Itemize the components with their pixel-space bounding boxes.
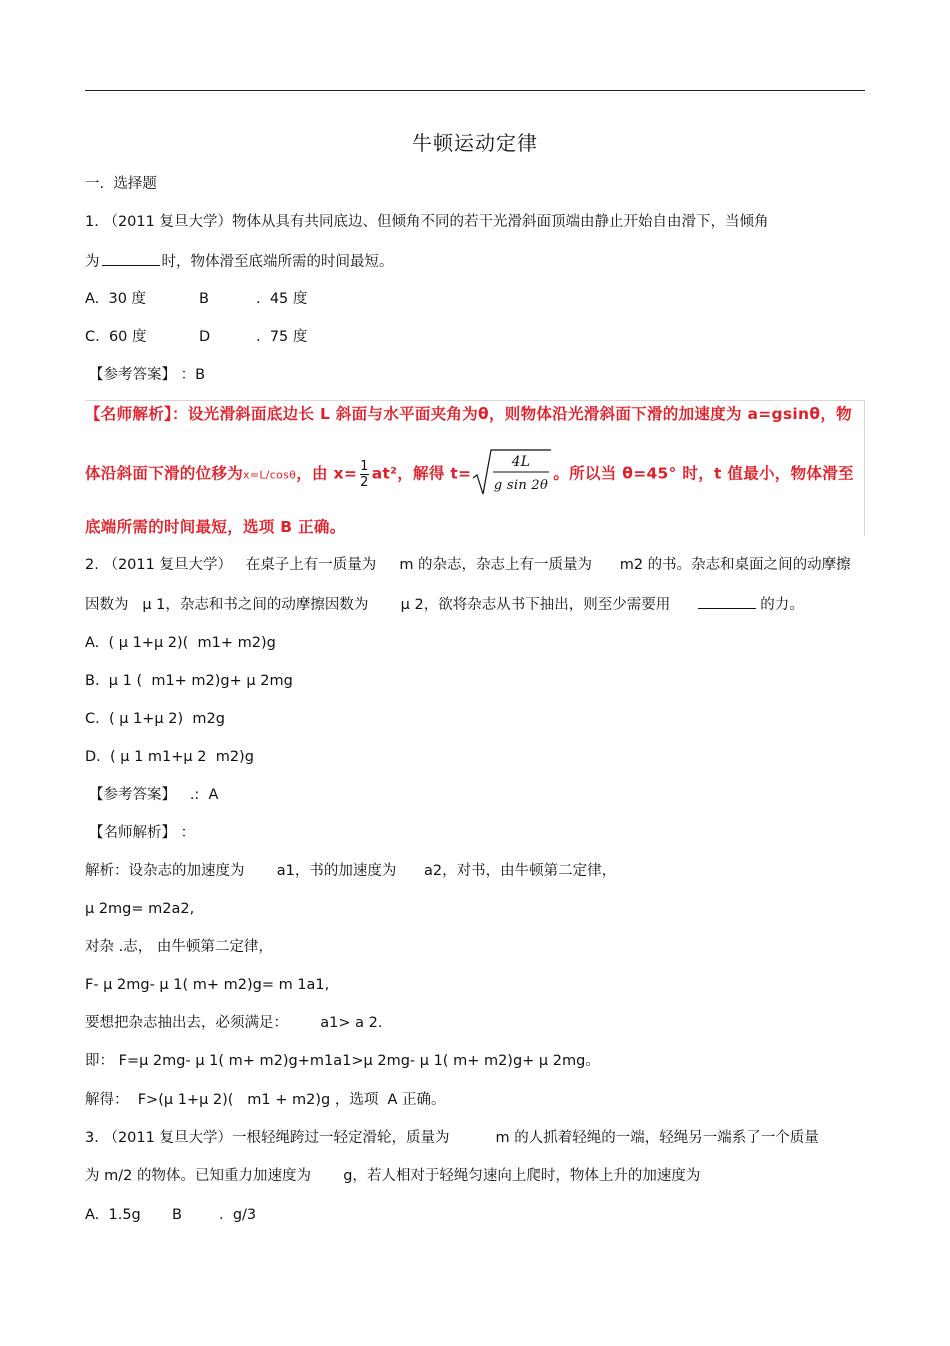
- q2-stem-post: 的力。: [760, 597, 804, 613]
- q3-option-a: A. 1.5g: [85, 1207, 141, 1223]
- q2-option-d: D. ( μ 1 m1+μ 2 m2)g: [85, 749, 254, 765]
- q3-option-b: . g/3: [219, 1207, 257, 1223]
- q1-analysis-text-d: at²，解得 t=: [371, 464, 472, 483]
- q1-option-d-letter: D: [199, 329, 211, 345]
- q3-stem-line2: 为 m/2 的物体。已知重力加速度为 g，若人相对于轻绳匀速向上爬时，物体上升的加速度为: [85, 1168, 701, 1184]
- q2-option-a: A. ( μ 1+μ 2)( m1+ m2)g: [85, 635, 276, 651]
- q2-option-c: C. ( μ 1+μ 2) m2g: [85, 711, 225, 727]
- q2-analysis-heading: 【名师解析】 ：: [89, 825, 196, 841]
- q1-answer: 【参考答案】 ：B: [89, 367, 206, 383]
- sqrt-radical-icon: [471, 448, 553, 496]
- q1-option-a: A. 30 度: [85, 291, 147, 307]
- q1-analysis-line2: [85, 448, 854, 500]
- q2-stem-pre: 因数为 μ 1，杂志和书之间的动摩擦因数为 μ 2，欲将杂志从书下抽出，则至少需要用: [85, 597, 671, 613]
- sqrt-expression: [471, 448, 553, 500]
- q1-analysis-text-c: ，由 x=: [296, 464, 358, 483]
- section-heading: 一. 选择题: [85, 176, 157, 192]
- header-rule: [85, 90, 865, 91]
- q2-stem-line2: [85, 594, 804, 615]
- q1-stem-post: 时，物体滑至底端所需的时间最短。: [161, 254, 394, 270]
- q2-stem-line1: 2. （2011 复旦大学） 在桌子上有一质量为 m 的杂志，杂志上有一质量为 m2 的书。杂志和桌面之间的动摩擦: [85, 557, 851, 573]
- q1-stem-pre: 为: [85, 254, 100, 270]
- q2-solution-line1: 解析：设杂志的加速度为 a1，书的加速度为 a2，对书，由牛顿第二定律，: [85, 863, 617, 879]
- q1-answer-blank: [102, 251, 160, 266]
- q1-option-b-letter: B: [199, 291, 209, 307]
- q1-analysis-text-a: 体沿斜面下滑的位移为: [85, 464, 244, 483]
- q2-solution-line5: 要想把杂志抽出去，必须满足： a1> a 2.: [85, 1015, 383, 1031]
- q1-analysis-line1: 【名师解析】：设光滑斜面底边长 L 斜面与水平面夹角为θ，则物体沿光滑斜面下滑的加速度为 a=gsinθ，物: [85, 405, 852, 423]
- q1-option-d: . 75 度: [256, 329, 308, 345]
- q1-option-c: C. 60 度: [85, 329, 147, 345]
- q1-analysis-line3: 底端所需的时间最短，选项 B 正确。: [85, 518, 346, 536]
- q2-solution-line2: μ 2mg= m2a2,: [85, 901, 195, 917]
- fraction-denominator: 2: [360, 474, 369, 490]
- q1-analysis-text-b: x=L/cosθ: [243, 468, 297, 482]
- q3-stem-line1: 3. （2011 复旦大学）一根轻绳跨过一轻定滑轮，质量为 m 的人抓着轻绳的一端，轻绳另一端系了一个质量: [85, 1130, 819, 1146]
- sqrt-denominator: g sin 2θ: [494, 478, 549, 493]
- q2-answer: 【参考答案】 .: A: [89, 787, 219, 803]
- q2-option-b: B. μ 1 ( m1+ m2)g+ μ 2mg: [85, 673, 293, 689]
- q3-option-b-letter: B: [172, 1207, 182, 1223]
- q2-answer-blank: [698, 594, 756, 609]
- page-title: 牛顿运动定律: [412, 131, 538, 155]
- q1-analysis-text-e: 。所以当 θ=45° 时，t 值最小，物体滑至: [553, 464, 854, 483]
- q2-solution-line6: 即： F=μ 2mg- μ 1( m+ m2)g+m1a1>μ 2mg- μ 1( m+ m2)g+ μ 2mg。: [85, 1053, 600, 1069]
- q1-stem-line1: 1. （2011 复旦大学）物体从具有共同底边、但倾角不同的若干光滑斜面顶端由静止开始自由滑下，当倾角: [85, 214, 769, 230]
- q2-solution-line7: 解得： F>(μ 1+μ 2)( m1 + m2)g ，选项 A 正确。: [85, 1092, 446, 1108]
- q1-stem-line2: [85, 251, 394, 272]
- q1-option-b: . 45 度: [256, 291, 308, 307]
- q2-solution-line3: 对杂 .志， 由牛顿第二定律，: [85, 939, 273, 955]
- q2-solution-line4: F- μ 2mg- μ 1( m+ m2)g= m 1a1,: [85, 977, 330, 993]
- sqrt-numerator: 4L: [511, 454, 531, 470]
- half-fraction: [360, 459, 369, 490]
- fraction-numerator: 1: [360, 458, 369, 474]
